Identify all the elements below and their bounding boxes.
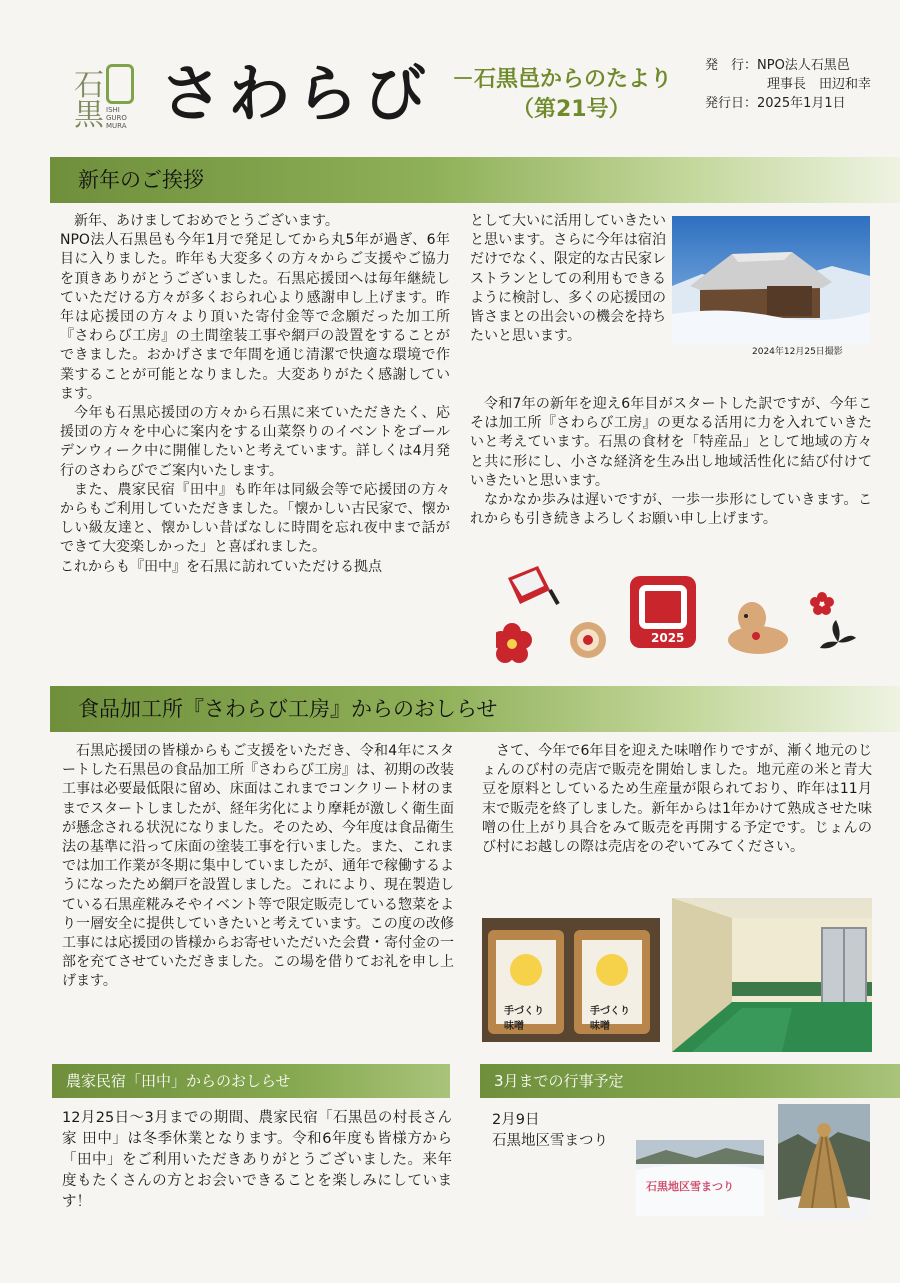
paragraph: 12月25日～3月までの期間、農家民宿「石黒邑の村長さん家 田中」は冬季休業となります。令和6年度も皆様方から「田中」をご利用いただきありがとうございました。来年度もたくさんの方とお会いできることを楽しみにしています！ <box>62 1110 452 1210</box>
issue-date: 発行日：2025年1月1日 <box>705 96 846 111</box>
kobo-interior-photo <box>672 898 872 1052</box>
miso-label-left: 手づくり味噌 <box>504 1006 544 1032</box>
issue-number: （第21号） <box>512 97 631 122</box>
farmhouse-snow-photo <box>672 216 870 344</box>
spiral-ornament-icon <box>570 622 606 658</box>
logo-mark-icon <box>106 64 134 104</box>
ishiguro-logo <box>72 58 134 133</box>
photo-caption: 2024年12月25日撮影 <box>752 347 843 357</box>
new-year-left-column <box>60 212 450 577</box>
badge-year: 2025 <box>651 631 685 645</box>
new-year-decorations <box>496 560 876 670</box>
event-entry <box>492 1110 608 1152</box>
kobo-right-column <box>482 742 872 857</box>
paragraph: NPO法人石黒邑も今年1月で発足してから丸5年が過ぎ、6年目に入りました。昨年も大変多くの方々からご支援やご協力を頂きありがとうございました。石黒応援団へは毎年継続していただける方々が多くおられ心より感謝申し上げます。昨年は応援団の方々より頂いた寄付金等で念願だった加工所『さわらび工房』の土間塗装工事や網戸の設置をすることができました。おかげさまで年間を通じ清潔で快適な環境で作業することが可能となりました。大変ありがたく感謝しています。 <box>60 232 450 402</box>
event-name: 石黒地区雪まつり <box>492 1133 608 1149</box>
bamboo-leaf-icon <box>820 620 856 648</box>
new-year-right-column-bottom <box>470 395 872 529</box>
section-heading-events: 3月までの行事予定 <box>480 1064 900 1098</box>
publisher-info <box>705 56 871 113</box>
snake-figure-icon <box>728 602 788 654</box>
kobo-left-column <box>62 742 454 992</box>
plum-flower-icon <box>496 623 532 663</box>
paragraph: これからも『田中』を石黒に訪れていただける拠点 <box>60 558 382 575</box>
logo-kanji-top: 石 <box>74 68 104 103</box>
chairman: 理事長 田辺和幸 <box>767 77 872 92</box>
small-plum-icon <box>810 592 834 615</box>
hagoita-icon <box>508 566 558 604</box>
paragraph: 新年、あけましておめでとうございます。 <box>74 213 339 229</box>
section-heading-tanaka: 農家民宿「田中」からのおしらせ <box>52 1064 450 1098</box>
logo-subtext: ISHI GURO MURA <box>106 106 127 130</box>
snow-writing: 石黒地区雪まつり <box>646 1180 734 1193</box>
miso-product-photo <box>482 918 660 1042</box>
event-date: 2月9日 <box>492 1112 540 1128</box>
section-heading-sawarabi-kobo: 食品加工所『さわらび工房』からのおしらせ <box>50 686 900 732</box>
newsletter-subtitle: －石黒邑からのたより <box>452 67 673 92</box>
paragraph: として大いに活用していきたいと思います。さらに今年は宿泊だけでなく、限定的な古民家レストランとしての利用もできるように検討し、多くの応援団の皆さまとの出会いの機会を持ちたいと思います。 <box>470 213 666 345</box>
paragraph: 令和7年の新年を迎え6年目がスタートした訳ですが、今年こそは加工所『さわらび工房』の更なる活用に力を入れていきたいと考えています。石黒の食材を「特産品」として地域の方々と共に形にし、小さな経済を生み出し地域活性化に結び付けていきたいと思います。 <box>470 396 872 489</box>
straw-figure-photo <box>778 1104 870 1220</box>
tanaka-notice <box>62 1108 452 1213</box>
paragraph: なかなか歩みは遅いですが、一歩一歩形にしていきます。これからも引き続きよろしくお願い申し上げます。 <box>470 492 872 528</box>
publisher-label: 発 行：NPO法人石黒邑 <box>705 58 850 73</box>
logo-kanji-bottom: 黒 <box>74 98 104 133</box>
miso-label-right: 手づくり味噌 <box>590 1006 630 1032</box>
section-heading-new-year: 新年のご挨拶 <box>50 157 900 203</box>
snow-festival-photo <box>636 1140 764 1216</box>
new-year-right-column-top <box>470 212 666 346</box>
paragraph: 今年も石黒応援団の方々から石黒に来ていただきたく、応援団の方々を中心に案内をする山菜祭りのイベントをゴールデンウィーク中に開催したいと考えています。詳しくは4月発行のさわらびでご案内いたします。 <box>60 405 450 479</box>
paragraph: さて、今年で6年目を迎えた味噌作りですが、漸く地元のじょんのび村の売店で販売を開始しました。地元産の米と青大豆を原料としているため生産量が限られており、昨年は11月末で販売を終了しました。新年からは1年かけて熟成させた味噌の仕上がり具合をみて販売を再開する予定です。じょんのび村にお越しの際は売店をのぞいてみてください。 <box>482 743 872 856</box>
paragraph: 石黒応援団の皆様からもご支援をいただき、令和4年にスタートした石黒邑の食品加工所『さわらび工房』は、初期の改装工事は必要最低限に留め、床面はこれまでコンクリート材のままでスタートしましたが、経年劣化により摩耗が激しく衛生面が懸念される状況になりました。そのため、今年度は食品衛生法の基準に沿って床面の塗装工事を行いました。また、これまでは加工作業が冬期に集中していましたが、通年で稼働するようになったため網戸を設置しました。これにより、現在製造している石黒産糀みそやイベント等で限定販売している惣菜をより一層安全に提供していきたいと考えています。この度の改修工事には応援団の皆様からお寄せいただいた会費・寄付金の一部を充てさせていただきました。この場を借りてお礼を申し上げます。 <box>62 743 454 990</box>
newsletter-title: さわらび <box>160 57 433 130</box>
paragraph: また、農家民宿『田中』も昨年は同級会等で応援団の方々からもご利用していただきました。「懐かしい古民家で、懐かしい級友達と、懐かしい昔ばなしに時間を忘れ夜中まで話ができて大変楽しかった」と喜ばれました。 <box>60 481 450 556</box>
